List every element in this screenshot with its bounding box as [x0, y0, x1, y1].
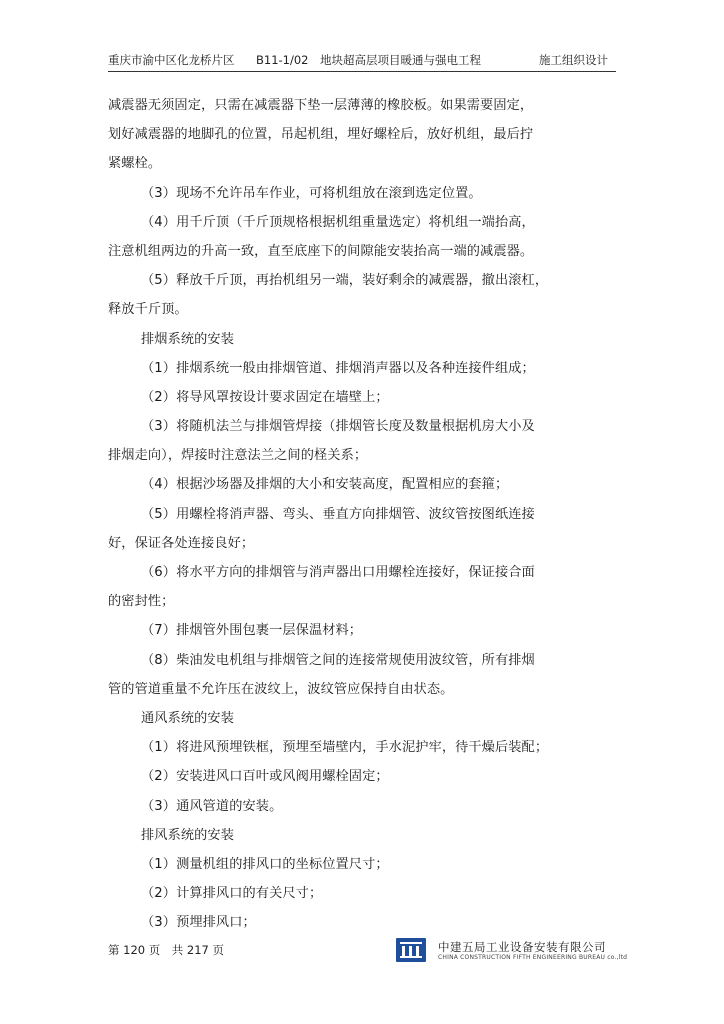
- text-line: （6）将水平方向的排烟管与消声器出口用螺栓连接好，保证接合面: [141, 565, 535, 580]
- section-heading: 通风系统的安装: [141, 710, 235, 726]
- document-body: [108, 91, 578, 937]
- header-project: B11-1/02 地块超高层项目暖通与强电工程: [256, 53, 481, 67]
- text-line: 释放千斤顶。: [108, 302, 188, 318]
- section-heading: 排烟系统的安装: [141, 331, 235, 347]
- header-location: 重庆市渝中区化龙桥片区: [108, 53, 235, 67]
- text-line: （3）预埋排风口；: [141, 915, 256, 931]
- text-line: 划好减震器的地脚孔的位置，吊起机组，埋好螺栓后，放好机组，最后拧: [108, 127, 534, 143]
- text-line: 管的管道重量不允许压在波纹上，波纹管应保持自由状态。: [108, 681, 454, 697]
- header-doc-type: 施工组织设计: [539, 53, 608, 67]
- text-line: （3）现场不允许吊车作业，可将机组放在滚到选定位置。: [141, 185, 482, 201]
- company-name-en: CHINA CONSTRUCTION FIFTH ENGINEERING BUREAU co.,ltd: [438, 954, 628, 961]
- text-line: （4）根据沙场器及排烟的大小和安装高度，配置相应的套箍；: [141, 477, 509, 493]
- text-line: 排烟走向），焊接时注意法兰之间的柽关系；: [108, 448, 368, 464]
- text-line: 好，保证各处连接良好；: [108, 535, 255, 551]
- page-footer: [108, 938, 628, 970]
- section-heading: 排风系统的安装: [141, 827, 235, 843]
- text-line: （7）排烟管外围包裹一层保温材料；: [141, 623, 363, 639]
- page-header: [108, 50, 616, 70]
- text-line: （1）测量机组的排风口的坐标位置尺寸；: [141, 856, 389, 872]
- text-line: 减震器无须固定，只需在减震器下垫一层薄薄的橡胶板。如果需要固定，: [108, 98, 534, 113]
- text-line: （3）通风管道的安装。: [141, 798, 283, 814]
- text-line: （1）将进风预埋铁框，预埋至墙壁内，手水泥护牢，待干燥后装配；: [141, 740, 549, 756]
- company-name-cn: 中建五局工业设备安装有限公司: [438, 940, 606, 954]
- text-line: 的密封性；: [108, 594, 175, 610]
- text-line: （2）将导风罩按设计要求固定在墙壁上；: [141, 389, 389, 405]
- text-line: 紧螺栓。: [108, 156, 162, 172]
- text-line: （2）安装进风口百叶或风阀用螺栓固定；: [141, 769, 389, 785]
- text-line: 注意机组两边的升高一致，直至底座下的间隙能安装抬高一端的减震器。: [108, 243, 534, 259]
- text-line: （2）计算排风口的有关尺寸；: [141, 886, 323, 902]
- text-line: （5）用螺栓将消声器、弯头、垂直方向排烟管、波纹管按图纸连接: [141, 506, 535, 522]
- text-line: （5）释放千斤顶，再抬机组另一端，装好剩余的减震器，撤出滚杠，: [141, 273, 549, 289]
- header-divider: [108, 71, 616, 72]
- page-number: 第 120 页 共 217 页: [108, 943, 225, 957]
- text-line: （4）用千斤顶（千斤顶规格根据机组重量选定）将机组一端抬高，: [141, 214, 535, 230]
- company-name: [438, 940, 627, 962]
- text-line: （1）排烟系统一般由排烟管道、排烟消声器以及各种连接件组成；: [141, 360, 535, 376]
- company-logo-icon: [396, 938, 426, 962]
- text-line: （3）将随机法兰与排烟管焊接（排烟管长度及数量根据机房大小及: [141, 419, 535, 435]
- text-line: （8）柴油发电机组与排烟管之间的连接常规使用波纹管，所有排烟: [141, 652, 535, 668]
